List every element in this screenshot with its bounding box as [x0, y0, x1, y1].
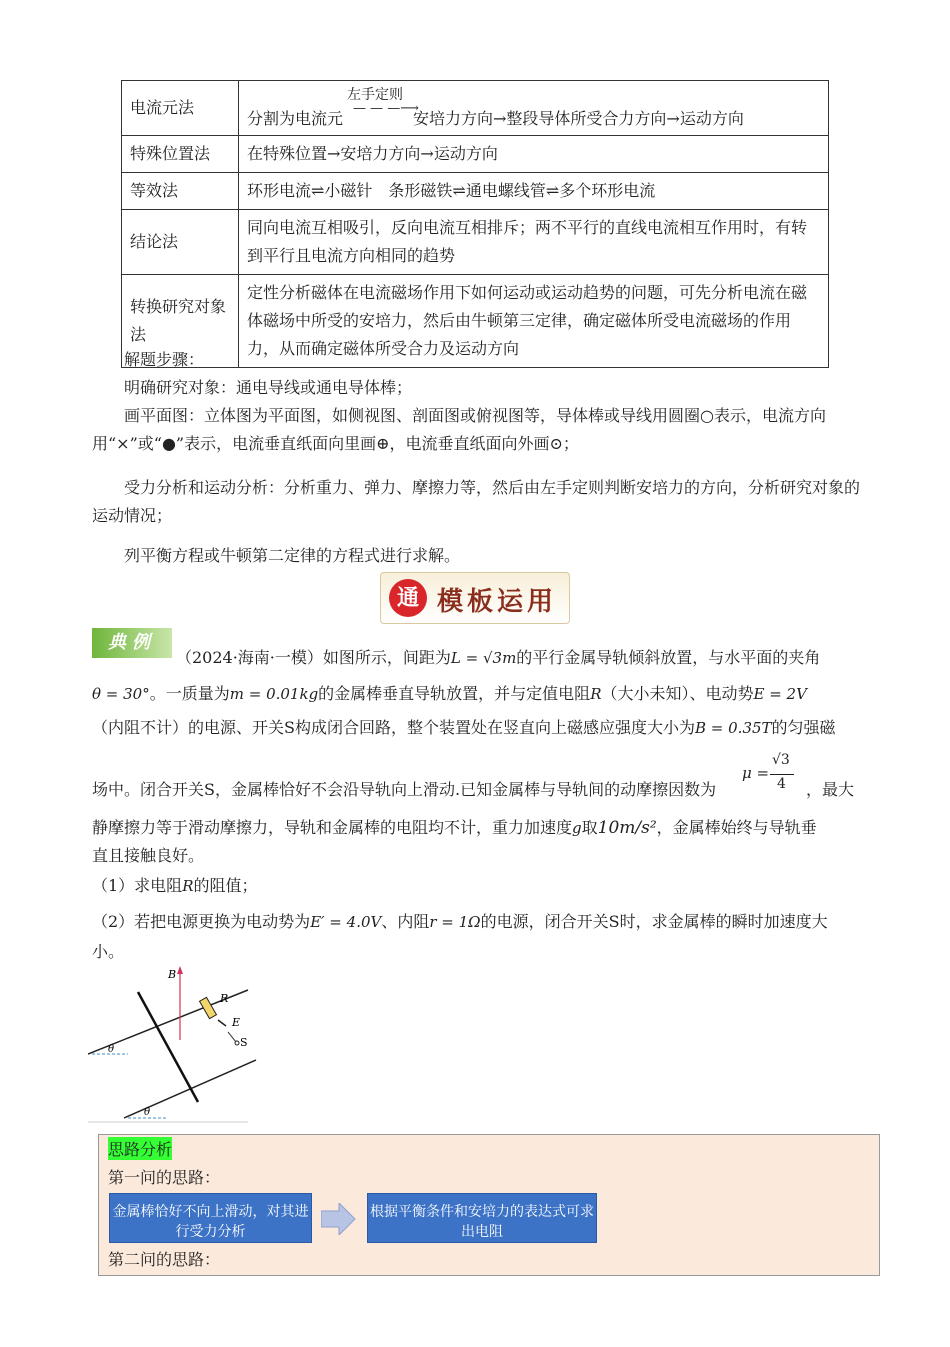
example-line-1: [176, 644, 866, 672]
label-S: S: [240, 1036, 248, 1049]
example-line-3: [92, 714, 862, 742]
label-theta-1: θ: [108, 1044, 115, 1055]
math-E2: E′ = 4.0V: [310, 913, 382, 931]
q2-label: 第二问的思路：: [108, 1250, 221, 1269]
text: （大小未知）、电动势: [601, 684, 754, 703]
text: 取: [581, 818, 598, 837]
text: ，最大: [806, 780, 855, 799]
text: 的阻值；: [193, 876, 258, 895]
text: 的电源，闭合开关: [480, 912, 609, 931]
math-g-value: 10m/s²: [597, 818, 657, 838]
label-E: E: [232, 1016, 241, 1029]
text: ，金属棒始终与导轨垂: [656, 818, 817, 837]
text: 场中。闭合开关: [92, 780, 205, 799]
text: （2）若把电源更换为电动势为: [92, 912, 311, 931]
math-R: R: [182, 877, 194, 895]
analysis-title: 思路分析: [108, 1137, 172, 1160]
text: S: [608, 912, 620, 931]
badge-title: 模板运用: [437, 587, 558, 617]
method-name: 电流元法: [122, 81, 239, 136]
metal-bar: [138, 992, 198, 1102]
mu-denominator: 4: [777, 776, 786, 792]
table-row: [122, 210, 829, 275]
section-badge: [380, 572, 570, 624]
question-1: [92, 872, 862, 900]
math-mu: [742, 752, 802, 802]
badge-icon: 通: [389, 579, 427, 617]
fraction-bar: [770, 774, 794, 775]
text: 。一质量为: [149, 684, 230, 703]
question-2-end: 小。: [92, 942, 125, 961]
steps-title: 解题步骤：: [124, 350, 205, 369]
switch-icon: [228, 1032, 236, 1042]
step-3: 受力分析和运动分析：分析重力、弹力、摩擦力等，然后由左手定则判断安培力的方向，分析研究对象的运动情况；: [92, 478, 861, 525]
method-text: 安培力方向→整段导体所受合力方向→运动方向: [413, 109, 744, 128]
table-row: [122, 81, 829, 136]
example-line-2: [92, 680, 862, 708]
arrow-up-icon: [177, 966, 183, 974]
q1-label: 第一问的思路：: [108, 1168, 221, 1187]
math-L: L = √3m: [450, 649, 517, 667]
question-2: [92, 908, 862, 936]
text: ，金属棒恰好不会沿导轨向上滑动.已知金属棒与导轨间的动摩擦因数为: [214, 780, 717, 799]
incline-rail-figure: [88, 962, 258, 1124]
table-row: [122, 136, 829, 173]
text: 的匀强磁: [771, 718, 836, 737]
method-name: 结论法: [122, 210, 239, 275]
text: 构成闭合回路，整个装置处在竖直向上磁感应强度大小为: [294, 718, 695, 737]
method-name: 特殊位置法: [122, 136, 239, 173]
over-arrow-label: 左手定则: [347, 87, 403, 103]
mu-label: μ =: [742, 764, 770, 782]
table-row: [122, 173, 829, 210]
method-text: 分割为电流元: [247, 109, 344, 128]
method-name: 等效法: [122, 173, 239, 210]
step-2: 画平面图：立体图为平面图，如侧视图、剖面图或俯视图等，导体棒或导线用圆圈○表示，电流方向用“×”或“●”表示，电流垂直纸面向里画⊕，电流垂直纸面向外画⊙；: [92, 406, 826, 453]
long-arrow-icon: — — —⟶: [353, 101, 419, 116]
step-1: 明确研究对象：通电导线或通电导体棒；: [124, 378, 413, 397]
analysis-box: [98, 1134, 880, 1276]
method-content: 环形电流⇌小磁针 条形磁铁⇌通电螺线管⇌多个环形电流: [239, 173, 829, 210]
label-theta-2: θ: [144, 1107, 151, 1118]
text: 的平行金属导轨倾斜放置，与水平面的夹角: [516, 648, 821, 667]
math-theta: θ = 30°: [92, 685, 150, 703]
example-line-6: 直且接触良好。: [92, 846, 205, 865]
math-E: E = 2V: [753, 685, 807, 703]
text: （内阻不计）的电源、开关: [92, 718, 285, 737]
example-tag: 典例: [92, 628, 172, 658]
method-content: [239, 81, 829, 136]
step-4: 列平衡方程或牛顿第二定律的方程式进行求解。: [124, 546, 461, 565]
arrow-right-icon: [321, 1203, 357, 1235]
text: S: [284, 718, 295, 737]
math-m: m = 0.01kg: [229, 685, 319, 703]
math-B: B = 0.35T: [695, 719, 772, 737]
battery-icon: [218, 1020, 226, 1026]
label-B: B: [168, 968, 177, 981]
math-g: g: [572, 819, 582, 837]
text: 静摩擦力等于滑动摩擦力，导轨和金属棒的电阻均不计，重力加速度: [92, 818, 573, 837]
method-content: 定性分析磁体在电流磁场作用下如何运动或运动趋势的问题，可先分析电流在磁体磁场中所受的安培力，然后由牛顿第三定律，确定磁体所受电流磁场的作用力，从而确定磁体所受合力及运动方向: [239, 275, 829, 368]
example-line-5: [92, 814, 862, 842]
text: 的金属棒垂直导轨放置，并与定值电阻: [318, 684, 591, 703]
text: （1）求电阻: [92, 876, 183, 895]
method-name: 转换研究对象法: [122, 275, 239, 368]
math-R: R: [590, 685, 602, 703]
text: 、内阻: [381, 912, 430, 931]
mu-numerator: √3: [772, 752, 790, 768]
methods-table: [121, 80, 829, 368]
switch-pivot: [235, 1041, 239, 1045]
flow-step-1: 金属棒恰好不向上滑动，对其进行受力分析: [109, 1193, 312, 1243]
label-R: R: [220, 992, 229, 1005]
math-r: r = 1Ω: [429, 913, 481, 931]
method-content: 同向电流互相吸引，反向电流互相排斥；两不平行的直线电流相互作用时，有转到平行且电流方向相同的趋势: [239, 210, 829, 275]
method-content: 在特殊位置→安培力方向→运动方向: [239, 136, 829, 173]
text: 时，求金属棒的瞬时加速度大: [619, 912, 828, 931]
flow-step-2: 根据平衡条件和安培力的表达式可求出电阻: [367, 1193, 597, 1243]
text: S: [204, 780, 215, 799]
text: （2024·海南·一模）如图所示，间距为: [176, 648, 451, 667]
